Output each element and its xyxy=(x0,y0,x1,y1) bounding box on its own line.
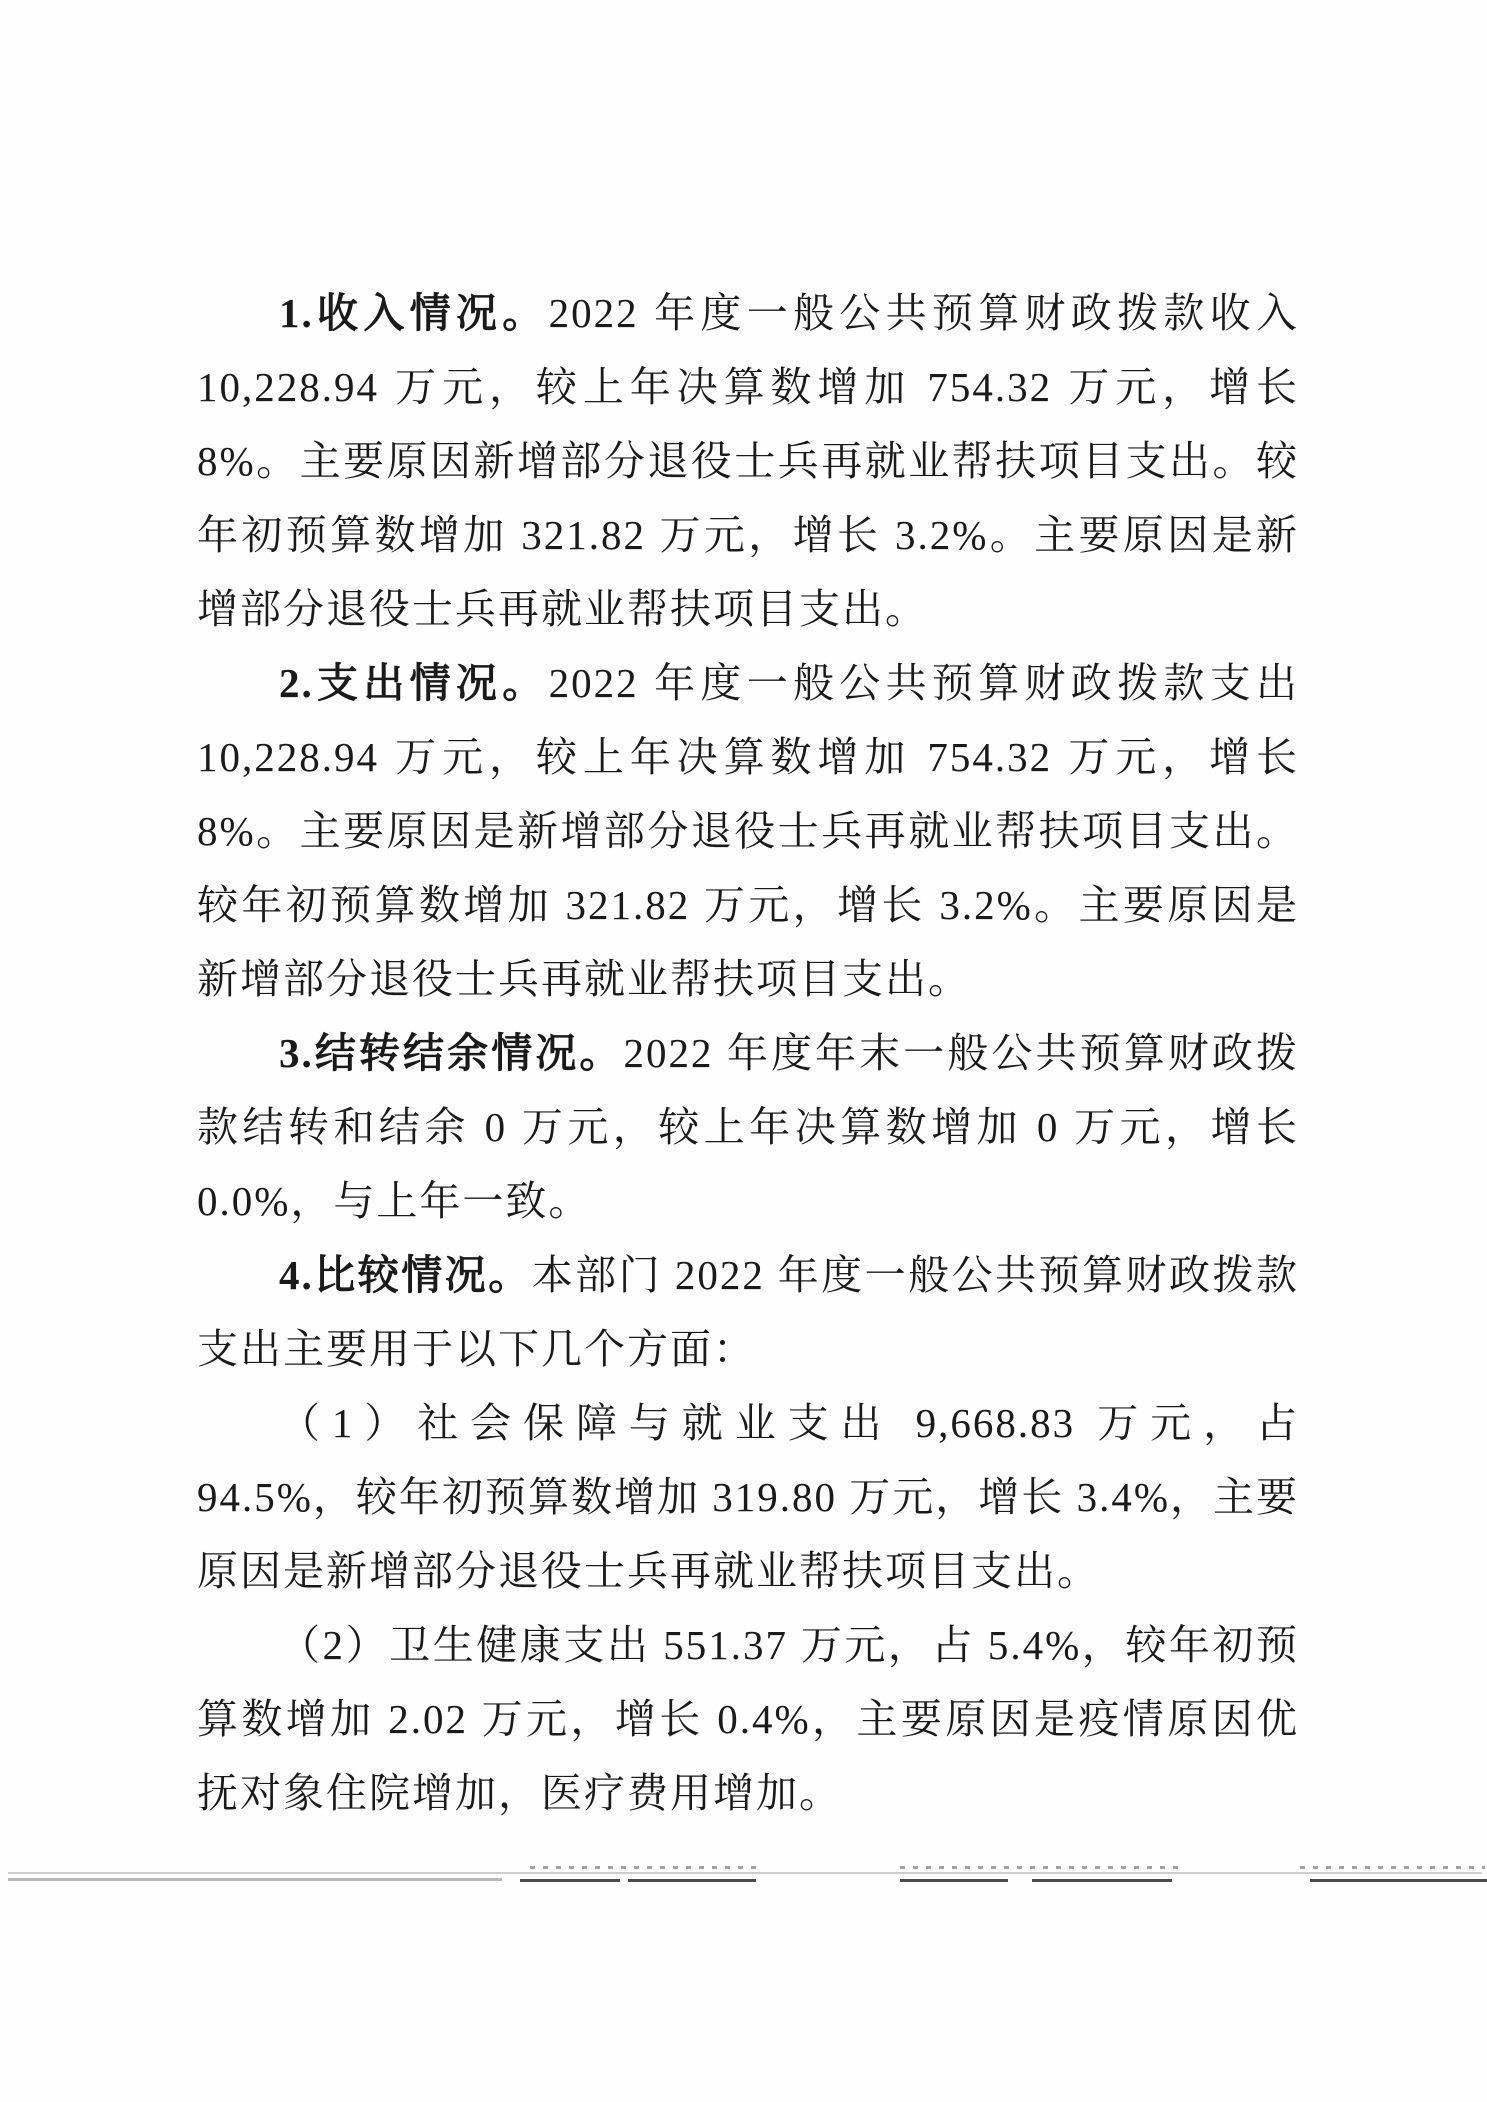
scan-artifact-segment xyxy=(1032,1879,1172,1882)
paragraph-expenditure xyxy=(197,646,1299,1016)
scan-artifact-line xyxy=(8,1872,1482,1874)
paragraph-income xyxy=(197,276,1299,646)
scan-artifact-segment xyxy=(628,1879,756,1882)
scan-artifact-specks xyxy=(900,1866,1180,1869)
paragraph-body: 2022 年度年末一般公共预算财政拨款结转和结余 0 万元，较上年决算数增加 0 万元，增长 0.0%，与上年一致。 xyxy=(197,1030,1300,1224)
scan-artifact-segment xyxy=(900,1879,1008,1882)
paragraph-heading: 3.结转结余情况。 xyxy=(279,1030,624,1076)
paragraph-carryover-balance xyxy=(197,1016,1299,1238)
document-text-block xyxy=(197,276,1299,1830)
scan-artifact-specks xyxy=(530,1866,760,1869)
paragraph-heading: 4.比较情况。 xyxy=(279,1252,532,1298)
paragraph-body: （2）卫生健康支出 551.37 万元，占 5.4%，较年初预算数增加 2.02 万元，增长 0.4%，主要原因是疫情原因优抚对象住院增加，医疗费用增加。 xyxy=(197,1622,1299,1816)
paragraph-comparison xyxy=(197,1238,1299,1386)
paragraph-body: 2022 年度一般公共预算财政拨款支出 10,228.94 万元，较上年决算数增加 754.32 万元，增长 8%。主要原因是新增部分退役士兵再就业帮扶项目支出。较年初预算数增加 321.82 万元，增长 3.2%。主要原因是新增部分退役士兵再就业帮扶项目支出。 xyxy=(197,660,1300,1002)
paragraph-body: 本部门 2022 年度一般公共预算财政拨款支出主要用于以下几个方面： xyxy=(197,1252,1300,1372)
paragraph-health-spending xyxy=(197,1608,1299,1830)
scan-artifact-segment xyxy=(520,1879,620,1882)
paragraph-heading: 2.支出情况。 xyxy=(279,660,549,706)
paragraph-social-security-spending xyxy=(197,1386,1299,1608)
scan-artifact-specks xyxy=(1300,1866,1485,1869)
scan-artifact-segment xyxy=(1310,1879,1487,1882)
paragraph-body: 2022 年度一般公共预算财政拨款收入 10,228.94 万元，较上年决算数增加 754.32 万元，增长 8%。主要原因新增部分退役士兵再就业帮扶项目支出。较年初预算数增加 321.82 万元，增长 3.2%。主要原因是新增部分退役士兵再就业帮扶项目支出。 xyxy=(197,290,1300,632)
paragraph-heading: 1.收入情况。 xyxy=(279,290,549,336)
paragraph-body: （1）社会保障与就业支出 9,668.83 万元，占 94.5%，较年初预算数增加 319.80 万元，增长 3.4%，主要原因是新增部分退役士兵再就业帮扶项目支出。 xyxy=(197,1400,1299,1594)
scan-artifact-line xyxy=(8,1878,502,1881)
